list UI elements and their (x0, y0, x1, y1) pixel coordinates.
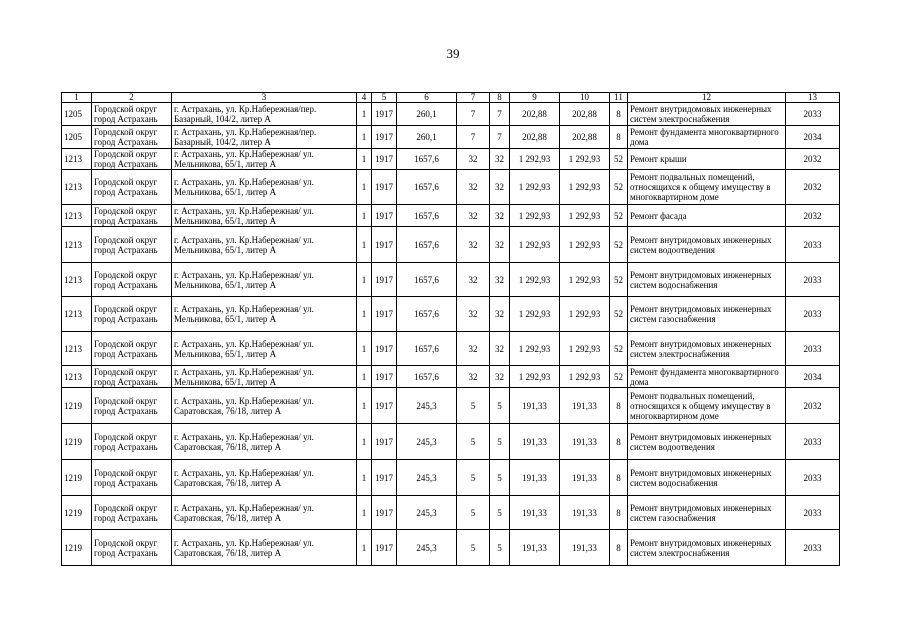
cell-plan-year: 2033 (786, 496, 840, 530)
cell-area: 1657,6 (397, 205, 457, 227)
cell-municipality: Городской округ город Астрахань (92, 388, 172, 424)
cell-address: г. Астрахань, ул. Кр.Набережная/ ул. Саратовская, 76/18, литер А (172, 388, 357, 424)
cell-area: 245,3 (397, 424, 457, 460)
cell-object-number: 1213 (62, 366, 92, 388)
cell-area: 245,3 (397, 496, 457, 530)
cell-col9: 191,33 (510, 496, 560, 530)
cell-plan-year: 2033 (786, 530, 840, 566)
cell-object-number: 1219 (62, 424, 92, 460)
cell-col7: 32 (457, 297, 490, 332)
table-row (62, 424, 840, 460)
cell-col8: 32 (490, 227, 510, 263)
cell-object-number: 1219 (62, 530, 92, 566)
column-header: 11 (610, 93, 628, 103)
cell-col11: 8 (610, 496, 628, 530)
cell-address: г. Астрахань, ул. Кр.Набережная/ ул. Мельникова, 65/1, литер А (172, 263, 357, 297)
cell-col7: 7 (457, 103, 490, 126)
cell-col7: 7 (457, 126, 490, 149)
cell-col4: 1 (357, 170, 372, 205)
cell-col11: 8 (610, 424, 628, 460)
cell-col11: 52 (610, 205, 628, 227)
cell-col10: 1 292,93 (560, 149, 610, 170)
cell-plan-year: 2032 (786, 205, 840, 227)
table-row (62, 149, 840, 170)
cell-year: 1917 (372, 460, 397, 496)
cell-col4: 1 (357, 366, 372, 388)
cell-col10: 191,33 (560, 388, 610, 424)
cell-address: г. Астрахань, ул. Кр.Набережная/ ул. Саратовская, 76/18, литер А (172, 424, 357, 460)
column-header: 3 (172, 93, 357, 103)
cell-area: 1657,6 (397, 149, 457, 170)
column-header: 5 (372, 93, 397, 103)
cell-col4: 1 (357, 227, 372, 263)
cell-plan-year: 2032 (786, 170, 840, 205)
table-row (62, 366, 840, 388)
table-row (62, 530, 840, 566)
cell-object-number: 1213 (62, 297, 92, 332)
cell-year: 1917 (372, 227, 397, 263)
cell-plan-year: 2033 (786, 424, 840, 460)
cell-plan-year: 2033 (786, 332, 840, 366)
cell-col9: 1 292,93 (510, 297, 560, 332)
cell-col9: 1 292,93 (510, 205, 560, 227)
column-header: 1 (62, 93, 92, 103)
column-header: 2 (92, 93, 172, 103)
cell-object-number: 1219 (62, 496, 92, 530)
cell-plan-year: 2033 (786, 227, 840, 263)
cell-year: 1917 (372, 263, 397, 297)
cell-col8: 32 (490, 149, 510, 170)
cell-year: 1917 (372, 388, 397, 424)
cell-col11: 8 (610, 103, 628, 126)
cell-municipality: Городской округ город Астрахань (92, 424, 172, 460)
cell-area: 1657,6 (397, 366, 457, 388)
cell-year: 1917 (372, 149, 397, 170)
cell-area: 1657,6 (397, 297, 457, 332)
cell-year: 1917 (372, 366, 397, 388)
cell-plan-year: 2033 (786, 263, 840, 297)
cell-col9: 1 292,93 (510, 366, 560, 388)
cell-col10: 191,33 (560, 496, 610, 530)
cell-object-number: 1205 (62, 126, 92, 149)
table-row (62, 332, 840, 366)
cell-col10: 1 292,93 (560, 332, 610, 366)
cell-work-type: Ремонт внутридомовых инженерных систем водоснабжения (628, 263, 786, 297)
cell-col9: 1 292,93 (510, 227, 560, 263)
cell-year: 1917 (372, 332, 397, 366)
table-row (62, 170, 840, 205)
cell-col4: 1 (357, 388, 372, 424)
cell-address: г. Астрахань, ул. Кр.Набережная/ ул. Саратовская, 76/18, литер А (172, 530, 357, 566)
cell-year: 1917 (372, 205, 397, 227)
cell-col9: 191,33 (510, 530, 560, 566)
cell-col4: 1 (357, 205, 372, 227)
cell-col9: 1 292,93 (510, 263, 560, 297)
cell-col9: 1 292,93 (510, 332, 560, 366)
cell-plan-year: 2032 (786, 149, 840, 170)
cell-address: г. Астрахань, ул. Кр.Набережная/ ул. Мельникова, 65/1, литер А (172, 149, 357, 170)
cell-area: 245,3 (397, 388, 457, 424)
cell-address: г. Астрахань, ул. Кр.Набережная/ ул. Мельникова, 65/1, литер А (172, 366, 357, 388)
cell-col11: 52 (610, 227, 628, 263)
cell-municipality: Городской округ город Астрахань (92, 366, 172, 388)
cell-col4: 1 (357, 332, 372, 366)
cell-col8: 32 (490, 297, 510, 332)
header-row (62, 93, 840, 103)
cell-municipality: Городской округ город Астрахань (92, 460, 172, 496)
cell-work-type: Ремонт внутридомовых инженерных систем газоснабжения (628, 496, 786, 530)
cell-address: г. Астрахань, ул. Кр.Набережная/пер. Базарный, 104/2, литер А (172, 103, 357, 126)
cell-col11: 52 (610, 366, 628, 388)
cell-work-type: Ремонт фундамента многоквартирного дома (628, 366, 786, 388)
cell-col9: 191,33 (510, 388, 560, 424)
cell-col11: 52 (610, 263, 628, 297)
column-header: 9 (510, 93, 560, 103)
cell-col4: 1 (357, 149, 372, 170)
cell-col10: 191,33 (560, 460, 610, 496)
cell-year: 1917 (372, 530, 397, 566)
cell-address: г. Астрахань, ул. Кр.Набережная/ ул. Мельникова, 65/1, литер А (172, 332, 357, 366)
cell-col7: 5 (457, 388, 490, 424)
cell-work-type: Ремонт внутридомовых инженерных систем водоотведения (628, 227, 786, 263)
cell-municipality: Городской округ город Астрахань (92, 149, 172, 170)
cell-col10: 1 292,93 (560, 366, 610, 388)
cell-address: г. Астрахань, ул. Кр.Набережная/ ул. Саратовская, 76/18, литер А (172, 496, 357, 530)
column-header: 4 (357, 93, 372, 103)
cell-year: 1917 (372, 103, 397, 126)
cell-col9: 1 292,93 (510, 149, 560, 170)
cell-col11: 8 (610, 530, 628, 566)
cell-work-type: Ремонт крыши (628, 149, 786, 170)
cell-plan-year: 2034 (786, 126, 840, 149)
cell-col10: 1 292,93 (560, 205, 610, 227)
cell-col4: 1 (357, 126, 372, 149)
cell-col9: 202,88 (510, 126, 560, 149)
cell-col10: 191,33 (560, 424, 610, 460)
cell-col9: 202,88 (510, 103, 560, 126)
cell-col8: 5 (490, 388, 510, 424)
cell-year: 1917 (372, 170, 397, 205)
cell-work-type: Ремонт фундамента многоквартирного дома (628, 126, 786, 149)
cell-col7: 5 (457, 496, 490, 530)
cell-plan-year: 2034 (786, 366, 840, 388)
cell-address: г. Астрахань, ул. Кр.Набережная/ ул. Саратовская, 76/18, литер А (172, 460, 357, 496)
cell-work-type: Ремонт внутридомовых инженерных систем водоотведения (628, 424, 786, 460)
cell-object-number: 1213 (62, 263, 92, 297)
table-row (62, 126, 840, 149)
cell-col7: 32 (457, 332, 490, 366)
column-header: 12 (628, 93, 786, 103)
cell-object-number: 1213 (62, 332, 92, 366)
cell-address: г. Астрахань, ул. Кр.Набережная/ ул. Мельникова, 65/1, литер А (172, 227, 357, 263)
cell-plan-year: 2033 (786, 297, 840, 332)
cell-col10: 202,88 (560, 103, 610, 126)
cell-object-number: 1219 (62, 388, 92, 424)
cell-col7: 5 (457, 460, 490, 496)
cell-municipality: Городской округ город Астрахань (92, 332, 172, 366)
cell-area: 245,3 (397, 530, 457, 566)
cell-col8: 32 (490, 332, 510, 366)
cell-col8: 5 (490, 460, 510, 496)
cell-col4: 1 (357, 297, 372, 332)
cell-object-number: 1213 (62, 149, 92, 170)
cell-object-number: 1213 (62, 205, 92, 227)
cell-work-type: Ремонт подвальных помещений, относящихся к общему имуществу в многоквартирном доме (628, 388, 786, 424)
cell-address: г. Астрахань, ул. Кр.Набережная/пер. Базарный, 104/2, литер А (172, 126, 357, 149)
cell-col8: 7 (490, 103, 510, 126)
cell-col7: 5 (457, 530, 490, 566)
cell-col7: 32 (457, 227, 490, 263)
cell-year: 1917 (372, 424, 397, 460)
table-row (62, 263, 840, 297)
cell-col8: 5 (490, 496, 510, 530)
cell-col7: 32 (457, 170, 490, 205)
cell-work-type: Ремонт подвальных помещений, относящихся к общему имуществу в многоквартирном доме (628, 170, 786, 205)
cell-col7: 32 (457, 149, 490, 170)
table-row (62, 388, 840, 424)
cell-col9: 191,33 (510, 424, 560, 460)
table-row (62, 496, 840, 530)
cell-col8: 32 (490, 205, 510, 227)
column-header: 6 (397, 93, 457, 103)
cell-area: 1657,6 (397, 263, 457, 297)
cell-col10: 1 292,93 (560, 170, 610, 205)
table-row (62, 103, 840, 126)
cell-municipality: Городской округ город Астрахань (92, 103, 172, 126)
cell-plan-year: 2032 (786, 388, 840, 424)
cell-col4: 1 (357, 263, 372, 297)
cell-col4: 1 (357, 496, 372, 530)
cell-municipality: Городской округ город Астрахань (92, 227, 172, 263)
cell-municipality: Городской округ город Астрахань (92, 205, 172, 227)
cell-col7: 5 (457, 424, 490, 460)
table-body (62, 93, 840, 566)
cell-work-type: Ремонт внутридомовых инженерных систем водоснабжения (628, 460, 786, 496)
cell-col8: 32 (490, 170, 510, 205)
cell-work-type: Ремонт внутридомовых инженерных систем электроснабжения (628, 530, 786, 566)
table-row (62, 205, 840, 227)
cell-col4: 1 (357, 530, 372, 566)
cell-plan-year: 2033 (786, 460, 840, 496)
cell-work-type: Ремонт внутридомовых инженерных систем электроснабжения (628, 103, 786, 126)
cell-col9: 1 292,93 (510, 170, 560, 205)
cell-col11: 52 (610, 149, 628, 170)
cell-municipality: Городской округ город Астрахань (92, 170, 172, 205)
table-row (62, 297, 840, 332)
cell-address: г. Астрахань, ул. Кр.Набережная/ ул. Мельникова, 65/1, литер А (172, 297, 357, 332)
cell-col10: 202,88 (560, 126, 610, 149)
cell-col11: 8 (610, 126, 628, 149)
cell-work-type: Ремонт внутридомовых инженерных систем газоснабжения (628, 297, 786, 332)
cell-area: 1657,6 (397, 332, 457, 366)
cell-municipality: Городской округ город Астрахань (92, 263, 172, 297)
column-header: 8 (490, 93, 510, 103)
cell-area: 1657,6 (397, 170, 457, 205)
table-row (62, 227, 840, 263)
cell-col11: 52 (610, 297, 628, 332)
cell-municipality: Городской округ город Астрахань (92, 496, 172, 530)
cell-object-number: 1219 (62, 460, 92, 496)
capital-repair-table (61, 92, 840, 566)
cell-col8: 5 (490, 424, 510, 460)
page-number: 39 (446, 46, 460, 61)
cell-col8: 32 (490, 263, 510, 297)
cell-plan-year: 2033 (786, 103, 840, 126)
cell-year: 1917 (372, 126, 397, 149)
cell-col11: 52 (610, 332, 628, 366)
cell-address: г. Астрахань, ул. Кр.Набережная/ ул. Мельникова, 65/1, литер А (172, 170, 357, 205)
column-header: 10 (560, 93, 610, 103)
cell-col4: 1 (357, 460, 372, 496)
cell-address: г. Астрахань, ул. Кр.Набережная/ ул. Мельникова, 65/1, литер А (172, 205, 357, 227)
cell-col4: 1 (357, 424, 372, 460)
cell-col7: 32 (457, 205, 490, 227)
cell-municipality: Городской округ город Астрахань (92, 126, 172, 149)
cell-area: 260,1 (397, 126, 457, 149)
cell-col4: 1 (357, 103, 372, 126)
cell-col11: 8 (610, 460, 628, 496)
cell-col10: 1 292,93 (560, 297, 610, 332)
cell-col8: 7 (490, 126, 510, 149)
cell-municipality: Городской округ город Астрахань (92, 297, 172, 332)
cell-municipality: Городской округ город Астрахань (92, 530, 172, 566)
cell-col8: 32 (490, 366, 510, 388)
cell-work-type: Ремонт фасада (628, 205, 786, 227)
cell-area: 245,3 (397, 460, 457, 496)
cell-col10: 191,33 (560, 530, 610, 566)
cell-object-number: 1213 (62, 227, 92, 263)
column-header: 7 (457, 93, 490, 103)
cell-col11: 8 (610, 388, 628, 424)
table-row (62, 460, 840, 496)
cell-object-number: 1205 (62, 103, 92, 126)
cell-col11: 52 (610, 170, 628, 205)
cell-col8: 5 (490, 530, 510, 566)
cell-col7: 32 (457, 263, 490, 297)
cell-col9: 191,33 (510, 460, 560, 496)
cell-col10: 1 292,93 (560, 227, 610, 263)
cell-work-type: Ремонт внутридомовых инженерных систем электроснабжения (628, 332, 786, 366)
cell-year: 1917 (372, 297, 397, 332)
cell-col7: 32 (457, 366, 490, 388)
cell-col10: 1 292,93 (560, 263, 610, 297)
cell-area: 1657,6 (397, 227, 457, 263)
cell-year: 1917 (372, 496, 397, 530)
cell-area: 260,1 (397, 103, 457, 126)
column-header: 13 (786, 93, 840, 103)
cell-object-number: 1213 (62, 170, 92, 205)
